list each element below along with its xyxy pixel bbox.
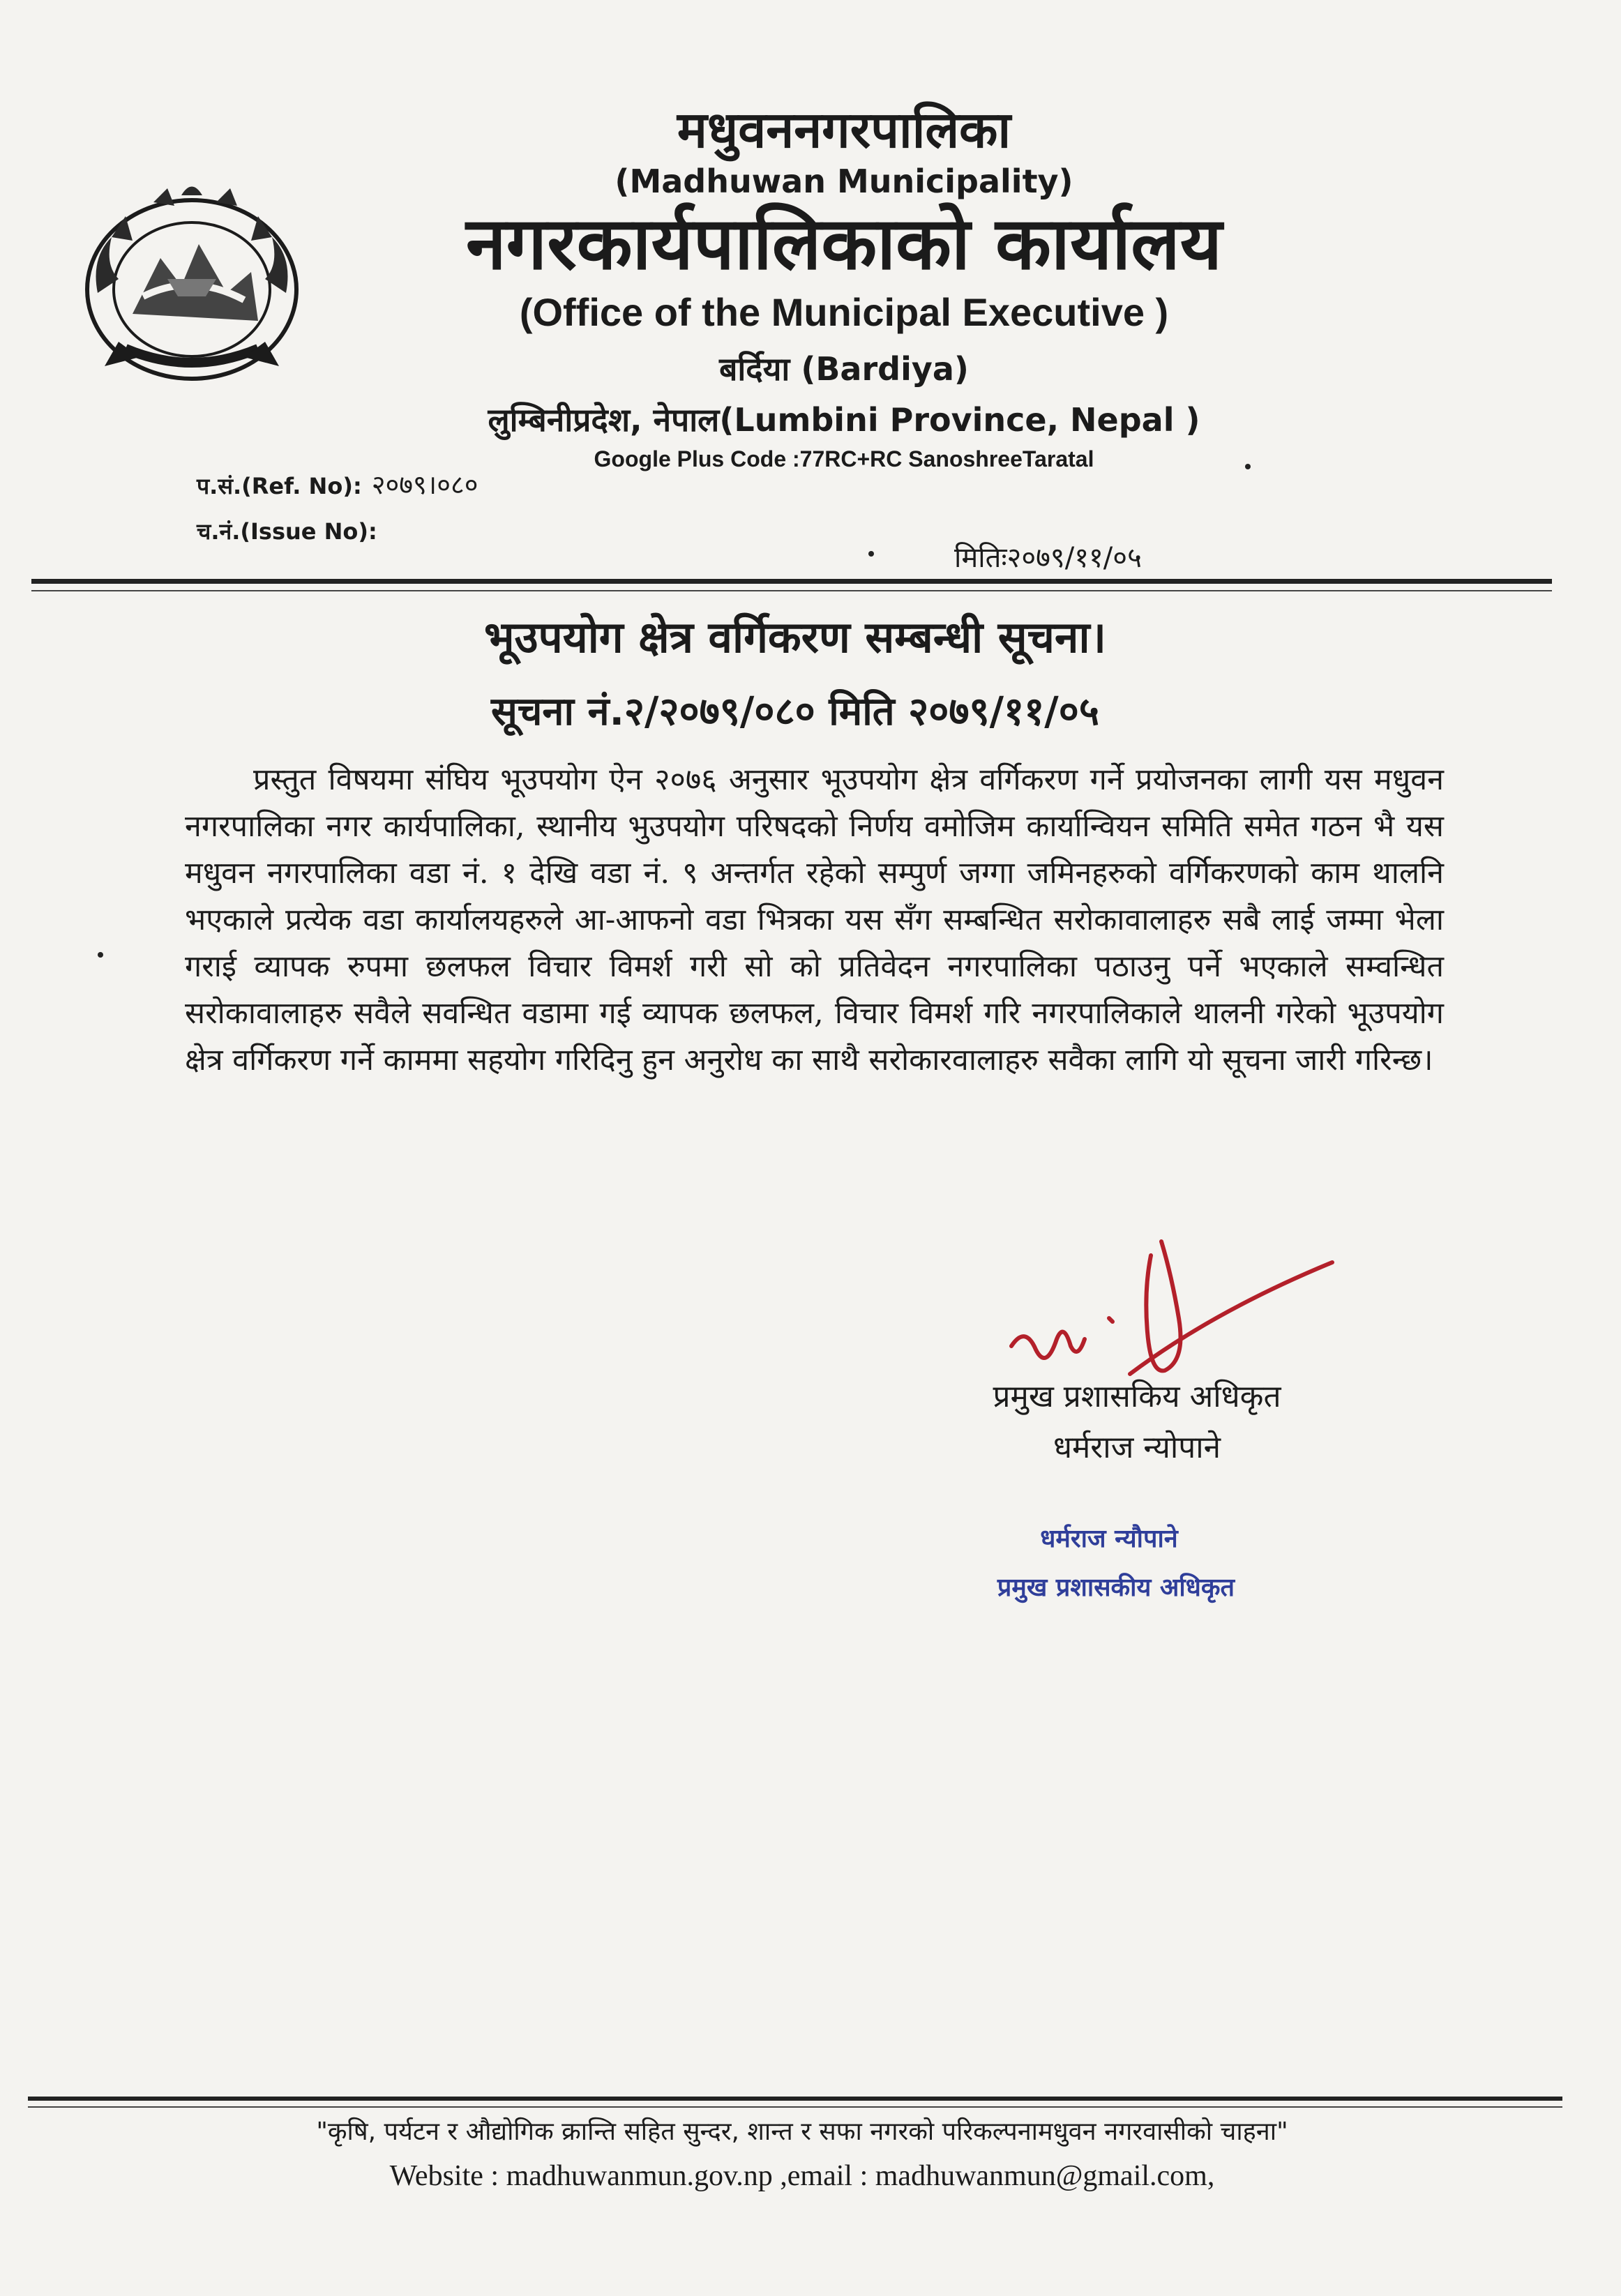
nepal-government-emblem-icon <box>77 174 307 391</box>
letter-date: मितिः२०७९/११/०५ <box>954 542 1142 574</box>
reference-value: २०७९।०८० <box>371 469 478 500</box>
notice-title: भूउपयोग क्षेत्र वर्गिकरण सम्बन्धी सूचना। <box>483 612 1107 663</box>
signatory-title: प्रमुख प्रशासकिय अधिकृत <box>993 1379 1281 1414</box>
footer-divider <box>28 2097 1562 2101</box>
header-divider <box>31 579 1552 584</box>
issue-label: च.नं.(Issue No): <box>197 518 377 545</box>
plus-code: Google Plus Code :77RC+RC SanoshreeTaratal <box>594 446 1094 471</box>
official-stamp-name: धर्मराज न्यौपाने <box>1040 1525 1178 1553</box>
official-stamp-title: प्रमुख प्रशासकीय अधिकृत <box>997 1573 1235 1602</box>
notice-body: प्रस्तुत विषयमा संघिय भूउपयोग ऐन २०७६ अनुसार भूउपयोग क्षेत्र वर्गिकरण गर्ने प्रयोजनका लागी यस मधुवन नगरपालिका नगर कार्यपालिका, स्थानीय भुउपयोग परिषदको निर्णय वमोजिम कार्यान्वियन समिति समेत गठन भै यस मधुवन नगरपालिका वडा नं. १ देखि वडा नं. ९ अन्तर्गत रहेको सम्पुर्ण जग्गा जमिनहरुको वर्गिकरणको काम थालनि भएकाले प्रत्येक वडा कार्यालयहरुले आ-आफनो वडा भित्रका यस सँग सम्बन्धित सरोकावालाहरु सबै लाई जम्मा भेला गराई व्यापक रुपमा छलफल विचार विमर्श गरी सो को प्रतिवेदन नगरपालिका पठाउनु पर्ने भएकाले सम्वन्धित सरोकावालाहरु सवैले सवन्धित वडामा गई व्यापक छलफल, विचार विमर्श गरि नगरपालिकाले थालनी गरेको भूउपयोग क्षेत्र वर्गिकरण गर्ने काममा सहयोग गरिदिनु हुन अनुरोध का साथै सरोकारवालाहरु सवैका लागि यो सूचना जारी गरिन्छ। <box>185 762 1444 1078</box>
scan-speck <box>1245 464 1251 469</box>
scan-speck <box>98 952 103 958</box>
office-name-nepali: नगरकार्यपालिकाको कार्यालय <box>465 201 1223 286</box>
footer-divider-thin <box>28 2106 1562 2108</box>
notice-subtitle: सूचना नं.२/२०७९/०८० मिति २०७९/११/०५ <box>491 689 1099 734</box>
footer-contact: Website : madhuwanmun.gov.np ,email : madhuwanmun@gmail.com, <box>389 2160 1215 2192</box>
reference-label: प.सं.(Ref. No): <box>197 473 362 499</box>
signature-mark <box>1004 1234 1353 1395</box>
issue-number <box>197 516 377 546</box>
header-divider-thin <box>31 590 1552 591</box>
municipality-name-nepali: मधुवननगरपालिका <box>677 100 1011 159</box>
signatory-name: धर्मराज न्योपाने <box>1053 1430 1221 1465</box>
office-name-english: (Office of the Municipal Executive ) <box>519 290 1169 334</box>
footer-motto: "कृषि, पर्यटन र औद्योगिक क्रान्ति सहित सुन्दर, शान्त र सफा नगरको परिकल्पनामधुवन नगरवासीको चाहना" <box>316 2117 1288 2146</box>
district-name: बर्दिया (Bardiya) <box>719 350 969 388</box>
scan-speck <box>868 551 874 557</box>
province-name: लुम्बिनीप्रदेश, नेपाल(Lumbini Province, Nepal ) <box>488 401 1200 439</box>
reference-number <box>197 466 478 502</box>
municipality-name-english: (Madhuwan Municipality) <box>615 163 1073 200</box>
